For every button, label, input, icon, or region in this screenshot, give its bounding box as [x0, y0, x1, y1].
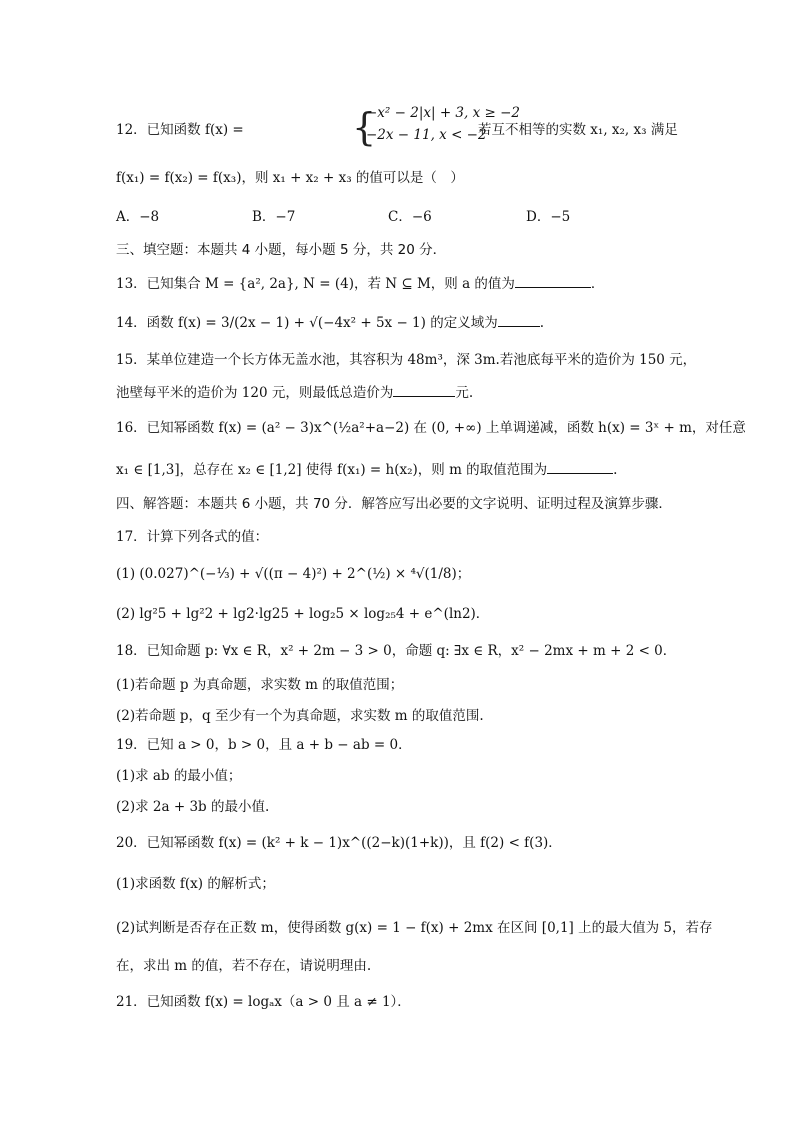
- q20-part-2a: (2)试判断是否存在正数 m，使得函数 g(x) = 1 − f(x) + 2mx 在区间 [0,1] 上的最大值为 5，若存: [116, 920, 713, 936]
- choice-a: A．−8: [116, 209, 160, 225]
- choice-c: C．−6: [388, 209, 432, 225]
- q13-text: 13．已知集合 M = {a², 2a}, N = (4)，若 N ⊆ M，则 a 的值为: [116, 276, 515, 292]
- choice-b: B．−7: [252, 209, 296, 225]
- q12-case-1: −x² − 2|x| + 3, x ≥ −2: [366, 105, 521, 121]
- q18-part-1: (1)若命题 p 为真命题，求实数 m 的取值范围；: [116, 677, 404, 693]
- q15-text: 池壁每平米的造价为 120 元，则最低总造价为: [116, 385, 394, 401]
- q14-text: 14．函数 f(x) = 3/(2x − 1) + √(−4x² + 5x − 1) 的定义域为: [116, 315, 498, 331]
- section-4-heading: 四、解答题：本题共 6 小题，共 70 分．解答应写出必要的文字说明、证明过程及演算步骤．: [116, 496, 672, 512]
- q19-title: 19．已知 a > 0，b > 0，且 a + b − ab = 0．: [116, 737, 412, 753]
- q20-part-2b: 在，求出 m 的值，若不存在，请说明理由.: [116, 958, 372, 974]
- q16-text: x₁ ∈ [1,3]，总存在 x₂ ∈ [1,2] 使得 f(x₁) = h(x₂)，则 m 的取值范围为: [116, 462, 548, 478]
- q20-part-1: (1)求函数 f(x) 的解析式；: [116, 876, 275, 892]
- q16-line-2: [116, 459, 694, 480]
- section-3-heading: 三、填空题：本题共 4 小题，每小题 5 分，共 20 分．: [116, 242, 447, 258]
- q17-part-1: (1) (0.027)^(−⅓) + √((π − 4)²) + 2^(½) × ⁴√(1/8)；: [116, 566, 471, 582]
- q15-answer-blank: [393, 382, 455, 397]
- q13-end: ．: [590, 276, 605, 292]
- q16-line-1: 16．已知幂函数 f(x) = (a² − 3)x^(½a²+a−2) 在 (0, +∞) 上单调递减，函数 h(x) = 3ˣ + m，对任意: [116, 420, 746, 436]
- q12-case-2: −2x − 11, x < −2: [366, 127, 487, 143]
- q17-title: 17．计算下列各式的值：: [116, 529, 269, 545]
- piecewise-brace: {: [352, 105, 377, 149]
- q21-title: 21．已知函数 f(x) = logₐx（a > 0 且 a ≠ 1）．: [116, 994, 411, 1010]
- q12-line-2: f(x₁) = f(x₂) = f(x₃)，则 x₁ + x₂ + x₃ 的值可以是（ ）: [116, 170, 464, 186]
- q18-title: 18．已知命题 p: ∀x ∈ R，x² + 2m − 3 > 0，命题 q: ∃x ∈ R，x² − 2mx + m + 2 < 0．: [116, 643, 677, 659]
- question-12-header: [116, 105, 676, 151]
- question-13: [116, 273, 694, 294]
- question-14: [116, 312, 694, 333]
- q13-answer-blank: [515, 273, 591, 288]
- q19-part-1: (1)求 ab 的最小值；: [116, 768, 242, 784]
- q15-end: 元.: [455, 385, 474, 401]
- q17-part-2: (2) lg²5 + lg²2 + lg2·lg25 + log₂5 × log₂₅4 + e^(ln2)．: [116, 606, 490, 622]
- q19-part-2: (2)求 2a + 3b 的最小值.: [116, 799, 270, 815]
- q20-title: 20．已知幂函数 f(x) = (k² + k − 1)x^((2−k)(1+k))，且 f(2) < f(3)．: [116, 835, 562, 851]
- choice-d: D．−5: [526, 209, 571, 225]
- q12-lead: 12．已知函数 f(x) =: [116, 122, 244, 138]
- q16-answer-blank: [547, 459, 613, 474]
- q14-end: .: [539, 315, 544, 331]
- q16-end: .: [613, 462, 618, 478]
- q12-tail: 若互不相等的实数 x₁, x₂, x₃ 满足: [478, 122, 678, 138]
- q14-answer-blank: [498, 312, 540, 327]
- q12-choices: [116, 205, 676, 225]
- q15-line-1: 15．某单位建造一个长方体无盖水池，其容积为 48m³，深 3m.若池底每平米的造价为 150 元，: [116, 352, 697, 368]
- q15-line-2: [116, 382, 694, 403]
- q18-part-2: (2)若命题 p，q 至少有一个为真命题，求实数 m 的取值范围.: [116, 708, 484, 724]
